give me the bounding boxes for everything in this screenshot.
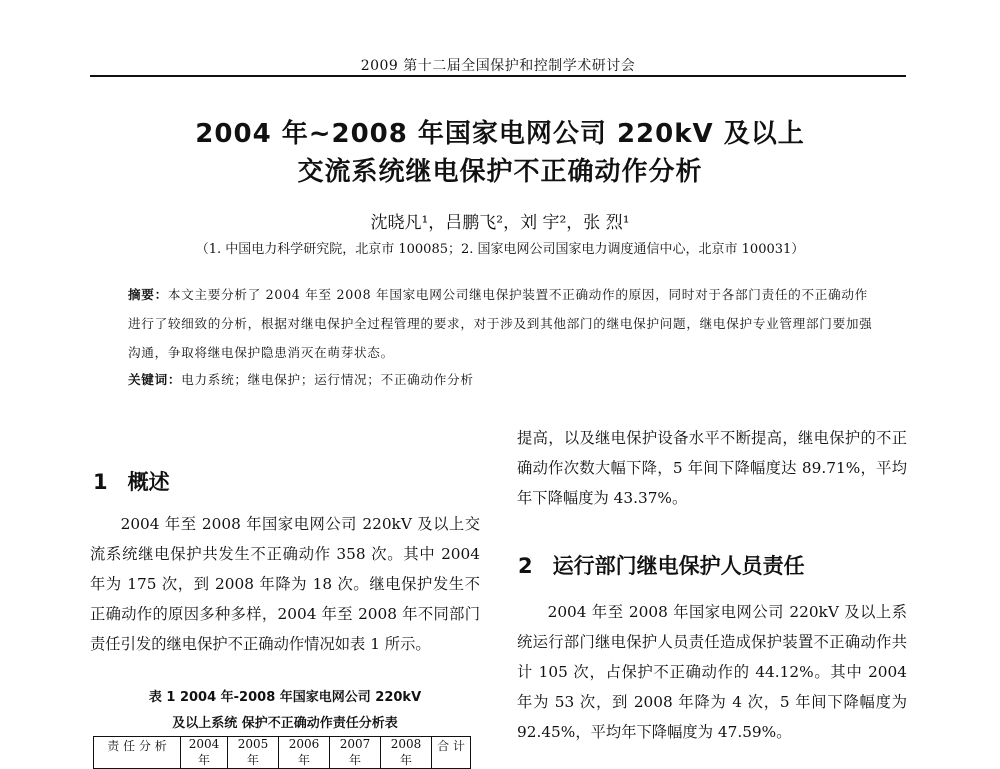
abstract-label: 摘要： [128, 287, 168, 302]
section-2-heading [518, 550, 805, 580]
table-1-caption-line1: 表 1 2004 年-2008 年国家电网公司 220kV [148, 690, 422, 705]
keywords-label: 关键词： [128, 372, 182, 387]
table-header-cell: 2004 年 [181, 737, 228, 769]
table-header-cell: 2008 年 [381, 737, 432, 769]
section-1-heading [93, 466, 170, 496]
table-header-cell: 2007 年 [330, 737, 381, 769]
paper-title-line1: 2004 年~2008 年国家电网公司 220kV 及以上 [195, 119, 805, 149]
table-header-cell: 责 任 分 析 [94, 737, 181, 769]
section-1-body [90, 509, 480, 659]
table-1 [93, 736, 471, 769]
section-1-title: 概述 [127, 470, 170, 494]
right-column-continuation [517, 423, 907, 513]
section-2-title: 运行部门继电保护人员责任 [552, 554, 805, 578]
section-1-paragraph: 2004 年至 2008 年国家电网公司 220kV 及以上交流系统继电保护共发生不正确动作 358 次。其中 2004 年为 175 次，到 2008 年降为 18 次。继电保护发生不正确动作的原因多种多样，2004 年至 2008 年不同部门责任引发的继电保护不正确动作情况如表 1 所示。 [90, 515, 480, 653]
table-header-row [94, 737, 471, 769]
header-rule [90, 75, 906, 77]
authors: 沈晓凡¹，吕鹏飞²，刘 宇²，张 烈¹ [370, 213, 630, 233]
running-header: 2009 第十二届全国保护和控制学术研讨会 [360, 58, 636, 74]
section-1-number: 1 [93, 470, 108, 494]
section-2-body [517, 597, 907, 747]
table-header-cell: 2006 年 [279, 737, 330, 769]
table-1-caption-line2: 及以上系统 保护不正确动作责任分析表 [172, 716, 398, 731]
table-header-cell: 合 计 [432, 737, 471, 769]
paper-title-line2: 交流系统继电保护不正确动作分析 [297, 157, 703, 187]
abstract-text: 本文主要分析了 2004 年至 2008 年国家电网公司继电保护装置不正确动作的原因，同时对于各部门责任的不正确动作进行了较细致的分析，根据对继电保护全过程管理的要求，对于涉及到其他部门的继电保护问题，继电保护专业管理部门要加强沟通，争取将继电保护隐患消灭在萌芽状态。 [128, 287, 873, 360]
affiliation: （1. 中国电力科学研究院，北京市 100085；2. 国家电网公司国家电力调度通信中心，北京市 100031） [195, 242, 805, 257]
right-paragraph-1: 提高，以及继电保护设备水平不断提高，继电保护的不正确动作次数大幅下降，5 年间下降幅度达 89.71%，平均年下降幅度为 43.37%。 [517, 429, 907, 507]
keywords-text: 电力系统；继电保护；运行情况；不正确动作分析 [181, 372, 474, 387]
section-2-paragraph: 2004 年至 2008 年国家电网公司 220kV 及以上系统运行部门继电保护人员责任造成保护装置不正确动作共计 105 次，占保护不正确动作的 44.12%。其中 2004 年为 53 次，到 2008 年降为 4 次，5 年间下降幅度为 92.45%，平均年下降幅度为 47.59%。 [517, 603, 907, 741]
abstract [128, 280, 878, 367]
table-header-cell: 2005 年 [228, 737, 279, 769]
section-2-number: 2 [518, 554, 533, 578]
keywords [128, 369, 878, 388]
